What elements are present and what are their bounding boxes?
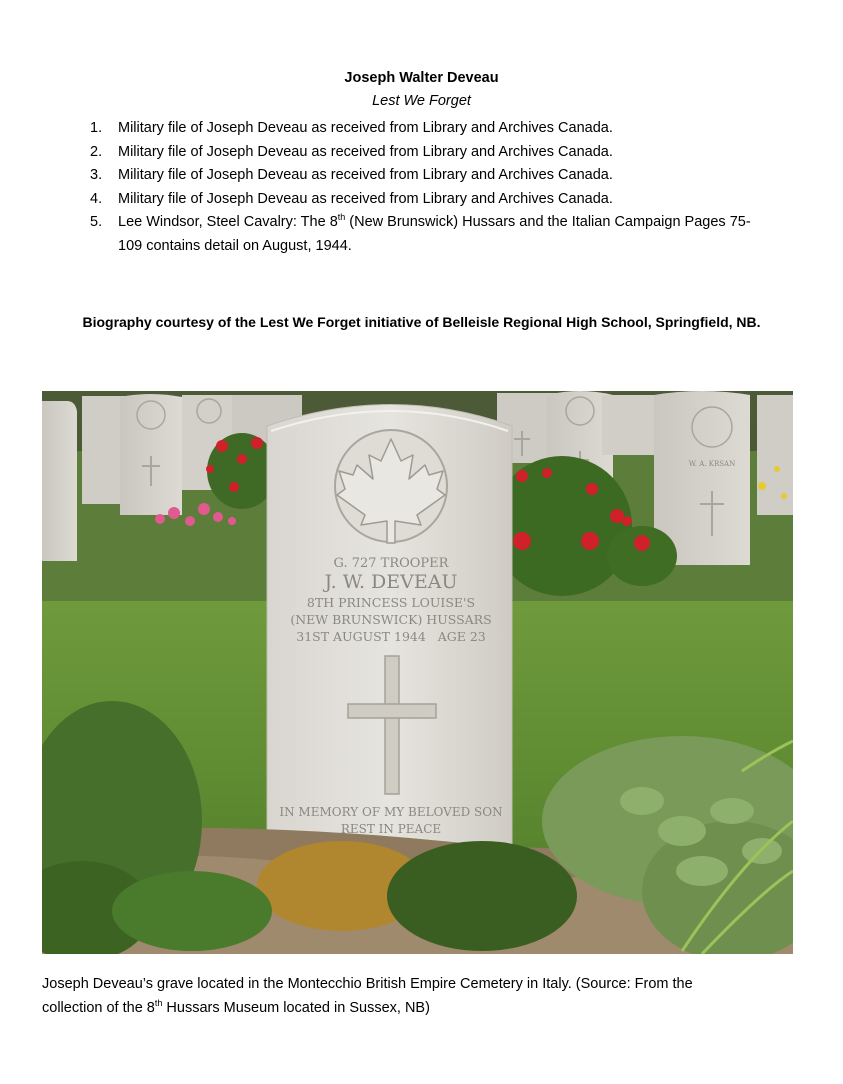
caption-text: Hussars Museum located in Sussex, NB) (162, 1000, 430, 1016)
maple-leaf-emblem (335, 430, 447, 543)
photo-caption (42, 972, 772, 1020)
headstone-service-line: G. 727 TROOPER (333, 556, 449, 571)
list-number: 2. (90, 143, 103, 160)
caption-text: Joseph Deveau’s grave located in the Montecchio British Empire Cemetery in Italy. (Source: From the (42, 976, 693, 992)
headstone-name: J. W. DEVEAU (324, 571, 458, 593)
list-text-part: (New Brunswick) Hussars and the Italian Campaign Pages 75-109 contains detail on August, 1944. (118, 214, 751, 254)
list-item (90, 188, 770, 212)
list-item (90, 117, 770, 141)
list-text: Military file of Joseph Deveau as received from Library and Archives Canada. (118, 167, 613, 183)
grave-photo-illustration (42, 391, 793, 954)
list-number: 4. (90, 190, 103, 207)
rear-stone-name: W. A. KRSAN (688, 460, 736, 468)
grave-photo (42, 391, 793, 954)
list-text: Military file of Joseph Deveau as received from Library and Archives Canada. (118, 190, 613, 207)
list-number: 3. (90, 167, 103, 183)
list-text-part: Lee Windsor, Steel Cavalry: The 8 (118, 214, 338, 230)
list-number: 5. (90, 214, 103, 230)
list-text: Military file of Joseph Deveau as received from Library and Archives Canada. (118, 143, 613, 160)
list-item (90, 164, 770, 188)
reference-list (90, 117, 770, 258)
superscript: th (337, 212, 346, 222)
headstone-regiment-line: 8TH PRINCESS LOUISE'S (306, 595, 476, 610)
page-subtitle: Lest We Forget (372, 93, 471, 109)
list-number: 1. (90, 120, 103, 136)
list-text: Military file of Joseph Deveau as received from Library and Archives Canada. (118, 120, 613, 136)
biography-credit: Biography courtesy of the Lest We Forget initiative of Belleisle Regional High School, Springfield, NB. (82, 314, 761, 330)
headstone (267, 405, 512, 862)
superscript: th (154, 998, 163, 1008)
list-item (90, 211, 770, 258)
list-item (90, 141, 770, 165)
headstone-regiment-line: (NEW BRUNSWICK) HUSSARS (290, 612, 492, 627)
headstone-date-line: 31ST AUGUST 1944 AGE 23 (296, 629, 486, 644)
headstone-epitaph: IN MEMORY OF MY BELOVED SON (279, 805, 503, 819)
caption-text: collection of the 8 (42, 1000, 155, 1016)
headstone-epitaph: REST IN PEACE (340, 822, 442, 836)
page-title: Joseph Walter Deveau (344, 70, 499, 86)
